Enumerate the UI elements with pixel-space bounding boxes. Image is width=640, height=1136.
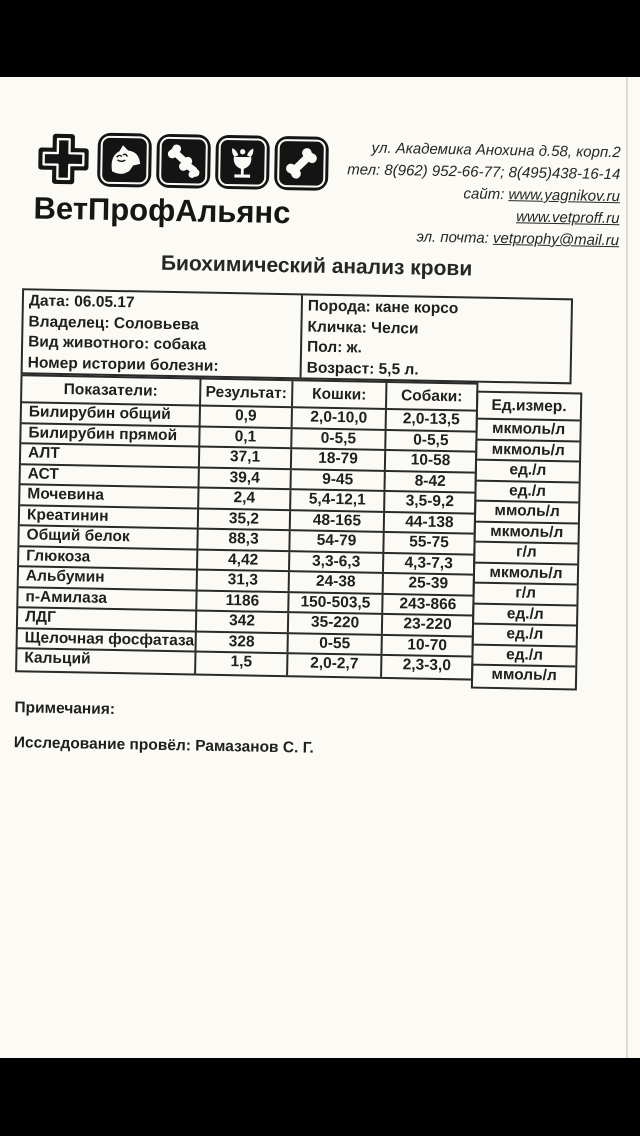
indicator-cell: Глюкоза <box>19 547 198 569</box>
patient-info-line: Вид животного: собака <box>27 333 207 354</box>
patient-info-left <box>23 290 303 377</box>
dogs-range-cell: 10-58 <box>410 451 451 470</box>
indicator-cell: Альбумин <box>19 567 198 589</box>
letterbox-bottom <box>0 1058 640 1136</box>
result-cell: 88,3 <box>198 530 290 550</box>
table-header-dogs: Собаки: <box>400 387 463 406</box>
result-cell: 0,1 <box>200 427 292 447</box>
table-body <box>17 403 476 678</box>
letterbox-top <box>0 0 640 77</box>
unit-cell: мкмоль/л <box>476 522 578 544</box>
result-cell: 342 <box>197 612 289 632</box>
site-url-2: www.vetproff.ru <box>515 208 620 228</box>
email-line <box>346 225 619 252</box>
indicator-cell: Креатинин <box>20 506 199 528</box>
notes-label: Примечания: <box>14 699 116 719</box>
indicator-cell: Общий белок <box>19 526 198 548</box>
dogs-range-cell: 10-70 <box>407 635 448 654</box>
unit-cell: ммоль/л <box>491 665 557 685</box>
dog-head-icon <box>97 133 152 188</box>
result-cell: 37,1 <box>200 448 292 468</box>
logo-icon-row <box>34 129 335 192</box>
result-cell: 0,9 <box>201 407 293 427</box>
table-header-indicator: Показатели: <box>22 376 201 404</box>
indicator-cell: Мочевина <box>20 485 199 507</box>
table-header-cats: Кошки: <box>293 381 387 408</box>
dogs-range-cell: 55-75 <box>409 533 450 552</box>
result-cell: 2,4 <box>199 489 291 509</box>
result-cell: 1,5 <box>196 653 288 675</box>
indicator-cell: Билирубин общий <box>22 403 201 425</box>
patient-info-block <box>21 288 573 384</box>
unit-cell: г/л <box>475 543 577 565</box>
cats-range-cell: 5,4-12,1 <box>291 490 385 510</box>
phone-line: тел: 8(962) 952-66-77; 8(495)438-16-14 <box>347 161 621 184</box>
unit-cell: ед./л <box>477 461 579 483</box>
table-header-result: Результат: <box>201 380 293 407</box>
result-cell: 35,2 <box>199 509 291 529</box>
dogs-range-cell: 243-866 <box>399 594 457 613</box>
dogs-range-cell: 25-39 <box>408 574 449 593</box>
dogs-range-cell: 44-138 <box>405 512 454 531</box>
table-header-units: Ед.измер. <box>478 393 580 422</box>
unit-cell: г/л <box>474 584 576 606</box>
site-label: сайт: <box>463 185 509 204</box>
cats-range-cell: 150-503,5 <box>289 593 383 613</box>
site-url-1: www.yagnikov.ru <box>508 186 621 206</box>
clinic-name: ВетПрофАльянс <box>33 190 291 231</box>
indicator-cell: Кальций <box>17 649 196 673</box>
result-cell: 4,42 <box>198 550 290 570</box>
email-address: vetprophy@mail.ru <box>492 229 620 250</box>
unit-cell: мкмоль/л <box>477 420 579 442</box>
cats-range-cell: 35-220 <box>289 613 383 633</box>
unit-cell: ед./л <box>476 481 578 503</box>
dogs-range-cell: 2,0-13,5 <box>402 410 460 429</box>
result-cell: 1186 <box>197 591 289 611</box>
cats-range-cell: 24-38 <box>290 572 384 592</box>
bone-joint-icon <box>156 134 211 189</box>
units-body <box>473 420 580 688</box>
clinic-logo <box>33 129 335 231</box>
dogs-range-cell: 2,3-3,0 <box>402 656 452 675</box>
dogs-range-cell: 23-220 <box>403 615 452 634</box>
address-line: ул. Академика Анохина д.58, корп.2 <box>371 139 621 162</box>
cats-range-cell: 2,0-10,0 <box>293 408 387 428</box>
cats-range-cell: 3,3-6,3 <box>290 552 384 572</box>
dogs-range-cell: 8-42 <box>414 471 446 490</box>
indicator-cell: АСТ <box>21 465 200 487</box>
result-cell: 39,4 <box>200 468 292 488</box>
unit-cell: мкмоль/л <box>477 440 579 462</box>
cats-range-cell: 54-79 <box>290 531 384 551</box>
units-column <box>471 391 582 690</box>
cats-range-cell: 18-79 <box>292 449 386 469</box>
cats-range-cell: 9-45 <box>292 470 386 490</box>
email-label: эл. почта: <box>416 228 494 247</box>
patient-info-line: Владелец: Соловьева <box>28 312 200 334</box>
dogs-range-cell: 0-5,5 <box>413 430 449 449</box>
indicator-cell: Щелочная фосфатаза <box>18 629 197 651</box>
document-title: Биохимический анализ крови <box>160 251 473 281</box>
patient-info-right <box>302 295 571 382</box>
examiner-line: Исследование провёл: Рамазанов С. Г. <box>13 734 314 757</box>
indicator-cell: п-Амилаза <box>18 588 197 610</box>
patient-info-line: Порода: кане корсо <box>307 297 459 318</box>
clinic-contacts <box>346 137 621 252</box>
cross-icon <box>34 129 93 188</box>
unit-cell: ед./л <box>473 645 575 667</box>
indicator-cell: АЛТ <box>21 444 200 466</box>
patient-info-line: Дата: 06.05.17 <box>28 292 135 312</box>
bone-icon <box>274 136 329 191</box>
dogs-range-cell: 4,3-7,3 <box>404 553 453 572</box>
chalice-icon <box>215 135 270 190</box>
result-cell: 328 <box>197 632 289 652</box>
unit-cell: ед./л <box>474 604 576 626</box>
patient-info-line: Кличка: Челси <box>307 317 419 338</box>
results-table-main <box>15 374 478 680</box>
result-cell: 31,3 <box>198 571 290 591</box>
cats-range-cell: 2,0-2,7 <box>288 654 382 676</box>
patient-info-line: Пол: ж. <box>306 338 363 357</box>
cats-range-cell: 0-5,5 <box>292 429 386 449</box>
unit-cell: ед./л <box>474 625 576 647</box>
indicator-cell: ЛДГ <box>18 608 197 630</box>
indicator-cell: Билирубин прямой <box>21 424 200 446</box>
patient-info-line: Возраст: 5,5 л. <box>306 358 419 379</box>
unit-cell: ммоль/л <box>476 502 578 524</box>
cats-range-cell: 48-165 <box>291 511 385 531</box>
unit-cell: мкмоль/л <box>475 563 577 585</box>
patient-info-line: Номер истории болезни: <box>27 353 219 375</box>
dogs-range-cell: 3,5-9,2 <box>405 492 455 511</box>
document-page <box>0 77 640 1070</box>
cats-range-cell: 0-55 <box>289 634 383 654</box>
